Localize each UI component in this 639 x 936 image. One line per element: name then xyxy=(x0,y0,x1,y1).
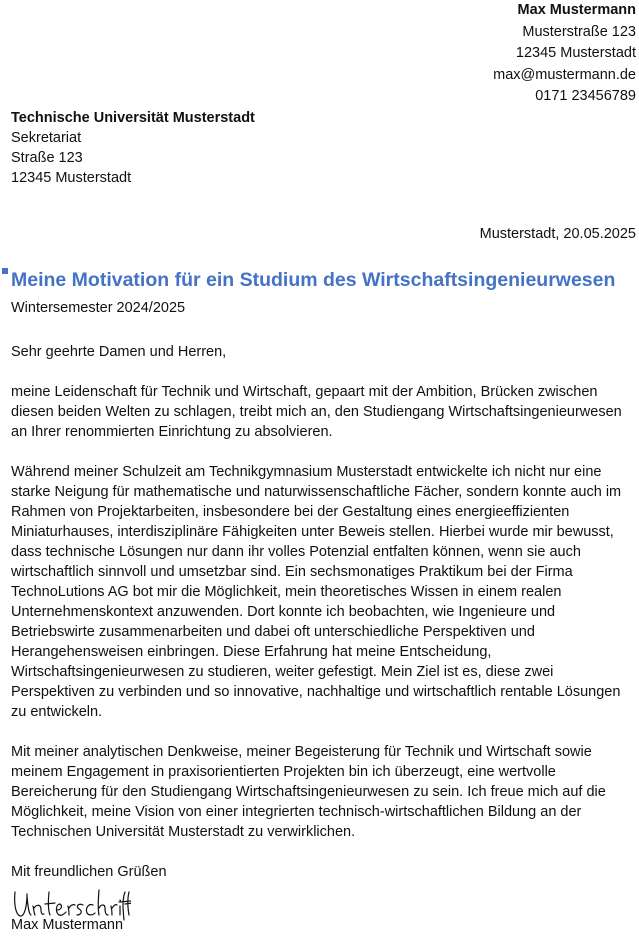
letter-body xyxy=(11,342,637,902)
sender-name: Max Mustermann xyxy=(517,2,636,18)
date-line: Musterstadt, 20.05.2025 xyxy=(479,226,636,242)
signer-name: Max Mustermann xyxy=(11,917,124,933)
letter-title: Meine Motivation für ein Studium des Wirtschaftsingenieurwesen xyxy=(11,269,616,291)
letter-subtitle: Wintersemester 2024/2025 xyxy=(11,300,186,316)
sender-city: 12345 Musterstadt xyxy=(515,45,636,61)
sender-phone: 0171 23456789 xyxy=(535,88,636,104)
heading-marker xyxy=(2,268,8,274)
recipient-organization: Technische Universität Musterstadt xyxy=(11,110,255,126)
closing: Mit freundlichen Grüßen xyxy=(11,864,167,880)
sender-email: max@mustermann.de xyxy=(493,66,636,83)
recipient-address-block xyxy=(11,108,255,188)
body-paragraph: Mit meiner analytischen Denkweise, meiner Begeisterung für Technik und Wirtschaft sowie meinem Engagement in praxisorientierten Projekten bin ich überzeugt, eine wertvolle Bereicherung für den Studiengang Wirtschaftsingenieurwesen zu sein. Ich freue mich auf die Möglichkeit, meine Vision von einer integrierten technisch-wirtschaftlichen Bildung an der Technischen Universität Musterstadt zu verwirklichen. xyxy=(11,744,606,840)
body-paragraph: meine Leidenschaft für Technik und Wirtschaft, gepaart mit der Ambition, Brücken zwischen diesen beiden Welten zu schlagen, treibt mich an, den Studiengang Wirtschaftsingenieurwesen an Ihrer renommierten Einrichtung zu absolvieren. xyxy=(11,384,622,440)
salutation: Sehr geehrte Damen und Herren, xyxy=(11,344,227,360)
recipient-city: 12345 Musterstadt xyxy=(11,170,132,186)
sender-address-block xyxy=(493,0,636,108)
body-paragraph: Während meiner Schulzeit am Technikgymnasium Musterstadt entwickelte ich nicht nur eine starke Neigung für mathematische und naturwissenschaftliche Fächer, sondern konnte auch im Rahmen von Projektarbeiten, insbesondere bei der Gestaltung eines energieeffizienten Miniaturhauses, interdisziplinäre Fähigkeiten unter Beweis stellen. Hierbei wurde mir bewusst, dass technische Lösungen nur dann ihr volles Potenzial entfalten können, wenn sie auch wirtschaftlich sinnvoll und umsetzbar sind. Ein sechsmonatiges Praktikum bei der Firma TechnoLutions AG bot mir die Möglichkeit, mein theoretisches Wissen in einem realen Unternehmenskontext anzuwenden. Dort konnte ich beobachten, wie Ingenieure und Betriebswirte zusammenarbeiten und dabei oft unterschiedliche Perspektiven und Herangehensweisen einbringen. Diese Erfahrung hat meine Entscheidung, Wirtschaftsingenieurwesen zu studieren, weiter gefestigt. Mein Ziel ist es, diese zwei Perspektiven zu verbinden und so innovative, nachhaltige und wirtschaftlich rentable Lösungen zu entwickeln. xyxy=(11,464,622,720)
recipient-street: Straße 123 xyxy=(11,150,83,166)
recipient-department: Sekretariat xyxy=(11,130,82,146)
sender-street: Musterstraße 123 xyxy=(522,23,636,40)
